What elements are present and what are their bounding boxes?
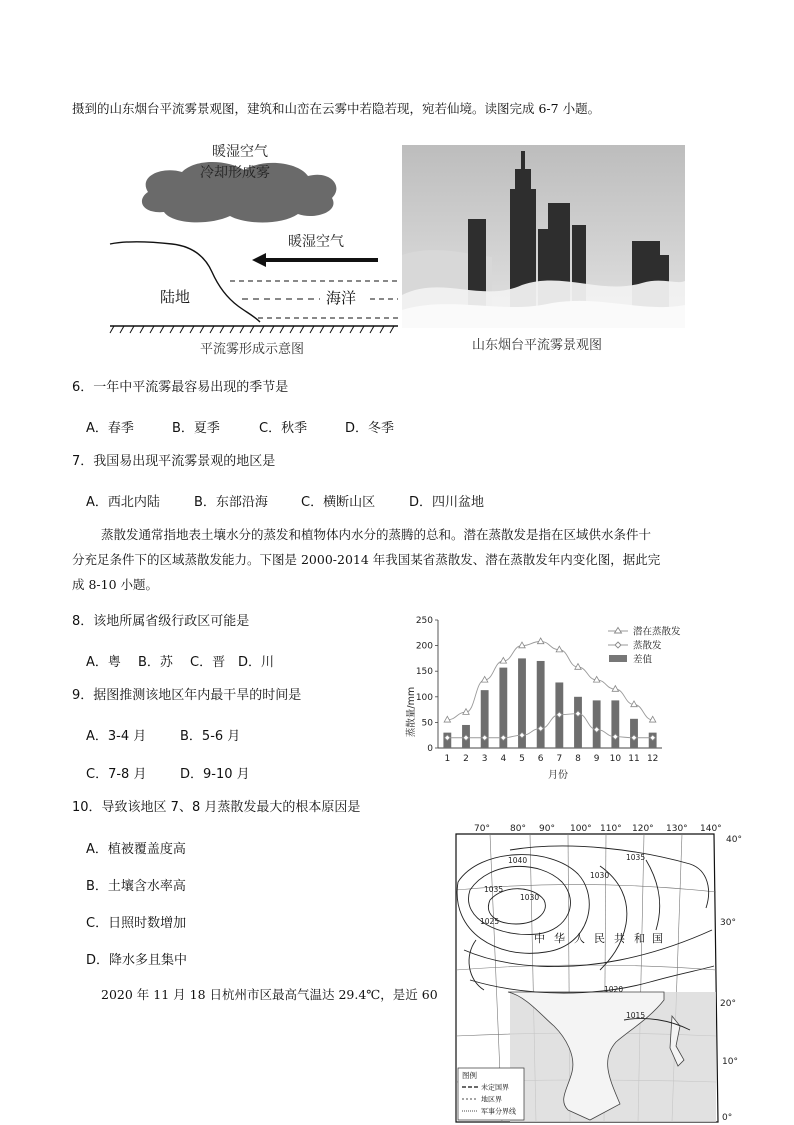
map-legend-title: 图例 (462, 1071, 477, 1080)
evapotranspiration-chart (400, 612, 700, 784)
map-lat-labels (720, 835, 742, 1123)
q6-option-c[interactable]: C．秋季 (259, 421, 308, 436)
wind-arrow-head (252, 253, 266, 267)
country-char-1: 中 (534, 932, 545, 945)
coastline (110, 242, 260, 322)
passage2-line2: 分充足条件下的区域蒸散发能力。下图是 2000-2014 年我国某省蒸散发、潜在蒸散发年内变化图，据此完 (72, 552, 661, 567)
potential-et-point (537, 638, 543, 644)
q10-option-b[interactable]: B．土壤含水率高 (86, 879, 186, 894)
isobar-label-3: 1030 (520, 893, 540, 902)
q7-option-c[interactable]: C．横断山区 (301, 495, 376, 510)
y-tick-label: 0 (427, 744, 433, 754)
q9-option-b[interactable]: B．5-6 月 (180, 729, 241, 744)
q7-stem: 7．我国易出现平流雾景观的地区是 (72, 454, 276, 469)
difference-bar (574, 697, 582, 748)
country-char-7: 国 (652, 932, 663, 945)
y-tick-label: 200 (415, 641, 433, 652)
x-tick-label: 7 (556, 754, 563, 764)
legend-triangle-marker (615, 628, 622, 634)
q7-option-a[interactable]: A．西北内陆 (86, 495, 160, 510)
x-tick-label: 5 (519, 754, 525, 764)
isobar-label-1: 1040 (508, 856, 528, 865)
q9-option-d[interactable]: D．9-10 月 (180, 767, 250, 782)
q6-option-d[interactable]: D．冬季 (345, 421, 395, 436)
x-tick-label: 8 (575, 754, 581, 764)
q8-option-c[interactable]: C．晋 (190, 655, 226, 670)
legend-diamond-marker (615, 642, 621, 648)
x-tick-label: 9 (593, 754, 600, 764)
land-label: 陆地 (160, 288, 191, 306)
diagram-caption: 平流雾形成示意图 (200, 342, 305, 357)
passage2-line3: 成 8-10 小题。 (72, 577, 159, 592)
map-legend-item-3: 军事分界线 (481, 1107, 516, 1116)
q10-option-c[interactable]: C．日照时数增加 (86, 916, 187, 931)
x-tick-label: 3 (481, 754, 488, 764)
lat-label-30: 30° (720, 918, 736, 928)
question-last-line: 2020 年 11 月 18 日杭州市区最高气温达 29.4℃，是近 60 (101, 987, 438, 1002)
lon-label-130: 130° (666, 824, 688, 834)
x-tick-label: 4 (500, 754, 507, 764)
isobar-label-8: 1030 (590, 871, 610, 880)
q10-option-d[interactable]: D．降水多且集中 (86, 953, 188, 968)
country-char-2: 华 (554, 932, 565, 945)
map-legend-item-1: 未定国界 (481, 1083, 509, 1092)
q8-option-b[interactable]: B．苏 (138, 655, 173, 670)
map-legend-item-2: 地区界 (481, 1095, 502, 1104)
country-char-3: 人 (574, 932, 585, 945)
lat-label-0: 0° (722, 1113, 733, 1123)
lat-label-10: 10° (722, 1057, 738, 1067)
sea-label: 海洋 (326, 289, 357, 307)
fog-formation-diagram (108, 140, 400, 362)
lon-label-70: 70° (474, 824, 490, 834)
x-tick-label: 12 (646, 754, 659, 764)
isobar-label-5: 1020 (604, 985, 624, 994)
q9-option-c[interactable]: C．7-8 月 (86, 767, 147, 782)
fog-city-photo (402, 145, 685, 328)
difference-bar (537, 661, 545, 748)
isobar-label-7: 1035 (626, 853, 646, 862)
q6-option-a[interactable]: A．春季 (86, 421, 134, 436)
q10-option-a[interactable]: A．植被覆盖度高 (86, 842, 186, 857)
q8-option-d[interactable]: D．川 (238, 655, 275, 670)
cloud-text-2: 冷却形成雾 (200, 165, 270, 181)
difference-bar (611, 700, 619, 748)
q9-stem: 9．据图推测该地区年内最干旱的时间是 (72, 688, 302, 703)
difference-bar (593, 700, 601, 748)
legend-potential: 潜在蒸散发 (633, 626, 681, 638)
q9-option-a[interactable]: A．3-4 月 (86, 729, 147, 744)
x-tick-label: 6 (537, 754, 544, 764)
cloud-text-1: 暖湿空气 (212, 144, 268, 160)
y-tick-label: 150 (415, 667, 433, 678)
potential-et-point (519, 642, 525, 648)
legend-actual: 蒸散发 (633, 640, 662, 652)
x-tick-label: 2 (463, 754, 469, 764)
isobar-label-4: 1025 (480, 917, 500, 926)
x-tick-label: 1 (444, 754, 451, 764)
lon-label-90: 90° (539, 824, 555, 834)
q6-option-b[interactable]: B．夏季 (172, 421, 220, 436)
country-char-5: 共 (614, 932, 625, 945)
q8-option-a[interactable]: A．粤 (86, 655, 121, 670)
actual-et-line (447, 714, 652, 738)
q10-stem: 10．导致该地区 7、8 月蒸散发最大的根本原因是 (72, 800, 361, 815)
lon-label-110: 110° (600, 824, 622, 834)
lon-label-140: 140° (700, 824, 722, 834)
q7-option-d[interactable]: D．四川盆地 (409, 495, 485, 510)
country-char-4: 民 (594, 932, 605, 945)
lat-label-40: 40° (726, 835, 742, 845)
chart-ylabel: 蒸散量/mm (406, 686, 417, 738)
lat-label-20: 20° (720, 999, 736, 1009)
legend-bar-swatch (609, 655, 627, 662)
y-tick-label: 250 (415, 616, 433, 626)
q6-stem: 6．一年中平流雾最容易出现的季节是 (72, 380, 289, 395)
chart-legend (608, 626, 681, 666)
map-legend (458, 1068, 524, 1120)
chart-xlabel: 月份 (548, 770, 568, 781)
difference-bar (630, 719, 638, 748)
x-tick-label: 10 (609, 754, 622, 764)
isobar-label-6: 1015 (626, 1011, 646, 1020)
weather-map (450, 820, 750, 1125)
map-lon-labels (474, 824, 722, 834)
passage2-line1: 蒸散发通常指地表土壤水分的蒸发和植物体内水分的蒸腾的总和。潜在蒸散发是指在区域供水条件十 (101, 527, 652, 542)
intro-text: 摄到的山东烟台平流雾景观图，建筑和山峦在云雾中若隐若现，宛若仙境。读图完成 6-7 小题。 (72, 101, 601, 116)
q7-option-b[interactable]: B．东部沿海 (194, 495, 268, 510)
lon-label-80: 80° (510, 824, 526, 834)
country-name (534, 931, 663, 945)
legend-difference: 差值 (633, 654, 653, 666)
potential-et-line (447, 642, 652, 720)
x-tick-label: 11 (628, 754, 640, 764)
photo-caption: 山东烟台平流雾景观图 (472, 338, 603, 353)
lon-label-120: 120° (632, 824, 654, 834)
y-tick-label: 50 (421, 718, 433, 729)
y-tick-label: 100 (415, 692, 433, 703)
lon-label-100: 100° (570, 824, 592, 834)
q8-stem: 8．该地所属省级行政区可能是 (72, 614, 250, 629)
country-char-6: 和 (634, 932, 645, 945)
arrow-label: 暖湿空气 (288, 234, 344, 250)
isobar-label-2: 1035 (484, 885, 504, 894)
